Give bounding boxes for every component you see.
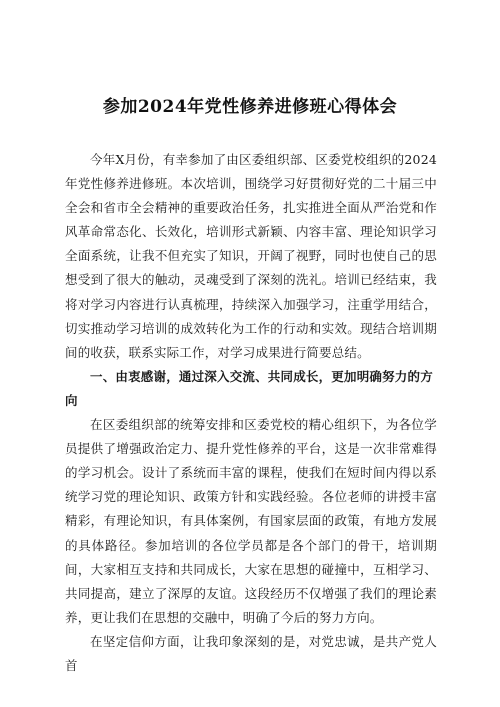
page-title: 参加2024年党性修养进修班心得体会 (102, 97, 398, 117)
section-paragraph: 在坚定信仰方面，让我印象深刻的是，对党忠诚，是共产党人首 (65, 633, 437, 673)
section-paragraph: 在区委组织部的统筹安排和区委党校的精心组织下，为各位学员提供了增强政治定力、提升党性修养的平台，这是一次非常难得的学习机会。设计了系统而丰富的课程，使我们在短时间内得以系统学习党的理论知识、政策方针和实践经验。各位老师的讲授丰富精彩，有理论知识，有具体案例，有国家层面的政策，有地方发展的具体路径。参加培训的各位学员都是各个部门的骨干，培训期间，大家相互支持和共同成长，大家在思想的碰撞中，互相学习、共同提高，建立了深厚的友谊。这段经历不仅增强了我们的理论素养，更让我们在思想的交融中，明确了今后的努力方向。 (65, 417, 437, 625)
section-heading: 一、由衷感谢，通过深入交流、共同成长，更加明确努力的方向 (65, 368, 433, 408)
intro-paragraph: 今年X月份，有幸参加了由区委组织部、区委党校组织的2024年党性修养进修班。本次培训，围绕学习好贯彻好党的二十届三中全会和省市全会精神的重要政治任务，扎实推进全面从严治党和作风革命常态化、长效化，培训形式新颖、内容丰富、理论知识学习全面系统，让我不但充实了知识，开阔了视野，同时也使自己的思想受到了很大的触动，灵魂受到了深刻的洗礼。培训已经结束，我将对学习内容进行认真梳理，持续深入加强学习，注重学用结合，切实推动学习培训的成效转化为工作的行动和实效。现结合培训期间的收获，联系实际工作，对学习成果进行简要总结。 (65, 152, 437, 360)
document-body (65, 148, 437, 678)
